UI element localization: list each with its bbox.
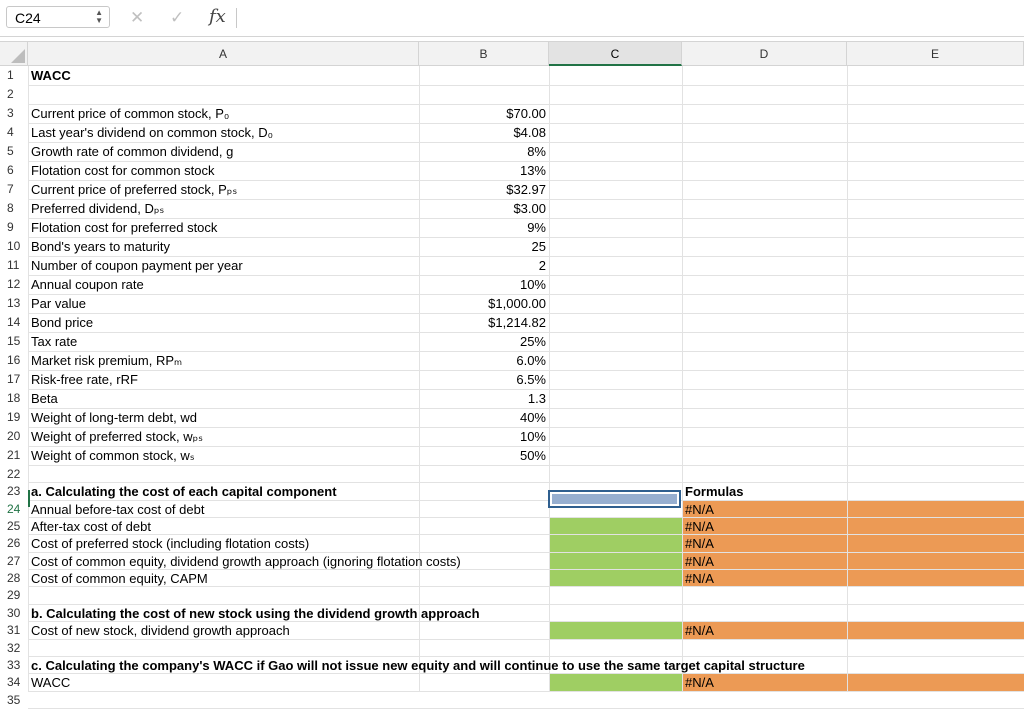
row-header-30[interactable]: 30 <box>7 605 21 620</box>
row-gridline <box>28 552 1024 553</box>
row-gridline <box>28 294 1024 295</box>
row-header-33[interactable]: 33 <box>7 657 21 672</box>
name-box[interactable] <box>6 6 110 28</box>
row-header-13[interactable]: 13 <box>7 296 21 310</box>
column-header-e[interactable]: E <box>847 42 1024 66</box>
cell-a13[interactable]: Par value <box>31 296 86 311</box>
row-header-35[interactable]: 35 <box>7 692 21 707</box>
input-cell-c34[interactable] <box>549 673 682 691</box>
select-all-corner[interactable] <box>0 42 28 66</box>
cell-a30[interactable]: b. Calculating the cost of new stock using the dividend growth approach <box>31 605 480 621</box>
cell-b17[interactable]: 6.5% <box>516 372 546 387</box>
row-gridline <box>28 332 1024 333</box>
cell-d26: #N/A <box>685 536 714 552</box>
row-gridline <box>28 237 1024 238</box>
cell-a17[interactable]: Risk-free rate, rRF <box>31 372 138 387</box>
row-gridline <box>28 104 1024 105</box>
cell-a4[interactable]: Last year's dividend on common stock, D₀ <box>31 125 273 140</box>
row-header-18[interactable]: 18 <box>7 391 21 405</box>
row-gridline <box>28 673 1024 674</box>
row-gridline <box>28 370 1024 371</box>
input-cell-c26[interactable] <box>549 534 682 552</box>
cell-a18[interactable]: Beta <box>31 391 58 406</box>
cell-a9[interactable]: Flotation cost for preferred stock <box>31 220 218 235</box>
row-header-1[interactable]: 1 <box>7 68 14 82</box>
row-gridline <box>28 604 1024 605</box>
cell-b5[interactable]: 8% <box>527 144 546 159</box>
row-gridline <box>28 351 1024 352</box>
row-header-22[interactable]: 22 <box>7 467 21 481</box>
row-header-31[interactable]: 31 <box>7 623 21 638</box>
cell-a5[interactable]: Growth rate of common dividend, g <box>31 144 234 159</box>
row-gridline <box>28 500 1024 501</box>
cell-b4[interactable]: $4.08 <box>513 125 546 140</box>
cell-d27: #N/A <box>685 553 714 569</box>
cell-a11[interactable]: Number of coupon payment per year <box>31 258 243 273</box>
row-gridline <box>28 389 1024 390</box>
cell-b8[interactable]: $3.00 <box>513 201 546 216</box>
cell-b6[interactable]: 13% <box>519 163 546 178</box>
cell-a7[interactable]: Current price of preferred stock, Pₚₛ <box>31 182 238 197</box>
row-gridline <box>28 123 1024 124</box>
column-header-d[interactable]: D <box>682 42 847 66</box>
cell-a25[interactable]: After-tax cost of debt <box>31 519 151 535</box>
row-header-14[interactable]: 14 <box>7 315 21 329</box>
row-header-17[interactable]: 17 <box>7 372 21 386</box>
row-gridline <box>28 517 1024 518</box>
cell-d23: Formulas <box>685 484 744 500</box>
row-gridline <box>28 275 1024 276</box>
row-header-12[interactable]: 12 <box>7 277 21 291</box>
cell-b15[interactable]: 25% <box>519 334 546 349</box>
row-gridline <box>28 313 1024 314</box>
row-header-25[interactable]: 25 <box>7 519 21 534</box>
cancel-icon[interactable]: ✕ <box>130 8 145 27</box>
row-gridline <box>28 569 1024 570</box>
row-gridline <box>28 199 1024 200</box>
row-header-19[interactable]: 19 <box>7 410 21 424</box>
row-gridline <box>28 85 1024 86</box>
row-header-24[interactable]: 24 <box>7 501 21 516</box>
row-gridline <box>28 639 1024 640</box>
row-gridline <box>28 142 1024 143</box>
row-header-5[interactable]: 5 <box>7 144 14 158</box>
row-24-selection-marker <box>28 490 30 507</box>
cell-d31: #N/A <box>685 623 714 639</box>
cell-a31[interactable]: Cost of new stock, dividend growth approach <box>31 623 290 639</box>
row-gridline <box>28 621 1024 622</box>
cell-a27[interactable]: Cost of common equity, dividend growth approach (ignoring flotation costs) <box>31 553 461 569</box>
cell-a33[interactable]: c. Calculating the company's WACC if Gao will not issue new equity and will continue to use the same target capital structure <box>31 657 805 673</box>
enter-check-icon[interactable]: ✓ <box>170 8 185 27</box>
row-header-21[interactable]: 21 <box>7 448 21 462</box>
row-gridline <box>28 586 1024 587</box>
cell-a23[interactable]: a. Calculating the cost of each capital component <box>31 484 337 500</box>
cell-a12[interactable]: Annual coupon rate <box>31 277 144 292</box>
cell-a16[interactable]: Market risk premium, RPₘ <box>31 353 183 368</box>
cell-b19[interactable]: 40% <box>519 410 546 425</box>
row-gridline <box>28 161 1024 162</box>
cell-d25: #N/A <box>685 519 714 535</box>
row-gridline <box>28 708 1024 709</box>
cell-b7[interactable]: $32.97 <box>506 182 546 197</box>
row-gridline <box>28 446 1024 447</box>
cell-b13[interactable]: $1,000.00 <box>488 296 546 311</box>
input-cell-c28[interactable] <box>549 569 682 587</box>
input-cell-c31[interactable] <box>549 621 682 639</box>
cell-a1[interactable]: WACC <box>31 68 71 83</box>
row-header-7[interactable]: 7 <box>7 182 14 196</box>
row-header-3[interactable]: 3 <box>7 106 14 120</box>
column-header-b[interactable]: B <box>419 42 549 66</box>
cell-a19[interactable]: Weight of long-term debt, wd <box>31 410 197 425</box>
cell-d24: #N/A <box>685 501 714 517</box>
row-gridline <box>28 218 1024 219</box>
cell-a14[interactable]: Bond price <box>31 315 94 330</box>
column-gridline <box>847 66 848 692</box>
cell-d34: #N/A <box>685 675 714 691</box>
row-gridline <box>28 656 1024 657</box>
cell-a28[interactable]: Cost of common equity, CAPM <box>31 571 208 587</box>
row-header-27[interactable]: 27 <box>7 553 21 568</box>
cell-a10[interactable]: Bond's years to maturity <box>31 239 171 254</box>
select-all-icon <box>11 49 25 63</box>
formula-cell-d26 <box>682 534 1024 552</box>
cell-a34[interactable]: WACC <box>31 675 71 691</box>
cell-a6[interactable]: Flotation cost for common stock <box>31 163 215 178</box>
row-header-16[interactable]: 16 <box>7 353 21 367</box>
column-header-c[interactable]: C <box>549 42 682 66</box>
formula-cell-d25 <box>682 517 1024 535</box>
name-box-stepper-icon[interactable]: ▲ ▼ <box>95 8 103 25</box>
cell-a15[interactable]: Tax rate <box>31 334 78 349</box>
row-header-4[interactable]: 4 <box>7 125 14 139</box>
row-gridline <box>28 482 1024 483</box>
cell-b11[interactable]: 2 <box>538 258 546 273</box>
column-gridline <box>28 66 29 692</box>
column-gridline <box>682 66 683 692</box>
row-header-9[interactable]: 9 <box>7 220 14 234</box>
cell-reference: C24 <box>15 10 41 26</box>
insert-function-icon[interactable]: fx <box>209 6 226 27</box>
cell-d28: #N/A <box>685 571 714 587</box>
formula-cell-d27 <box>682 552 1024 570</box>
formula-cell-d28 <box>682 569 1024 587</box>
row-header-20[interactable]: 20 <box>7 429 21 443</box>
formula-bar <box>0 0 1024 37</box>
row-header-29[interactable]: 29 <box>7 588 21 603</box>
cell-b3[interactable]: $70.00 <box>506 106 546 121</box>
row-gridline <box>28 534 1024 535</box>
cell-b9[interactable]: 9% <box>527 220 546 235</box>
formula-cell-d34 <box>682 673 1024 691</box>
cell-b14[interactable]: $1,214.82 <box>488 315 546 330</box>
row-header-11[interactable]: 11 <box>7 258 20 272</box>
cell-b12[interactable]: 10% <box>519 277 546 292</box>
cell-b20[interactable]: 10% <box>519 429 546 444</box>
row-header-10[interactable]: 10 <box>7 239 21 253</box>
row-header-8[interactable]: 8 <box>7 201 14 215</box>
row-gridline <box>28 180 1024 181</box>
formula-bar-separator <box>236 8 237 28</box>
row-header-28[interactable]: 28 <box>7 571 21 586</box>
row-header-23[interactable]: 23 <box>7 484 21 499</box>
cell-b10[interactable]: 25 <box>531 239 546 254</box>
cell-b18[interactable]: 1.3 <box>527 391 546 406</box>
row-header-6[interactable]: 6 <box>7 163 14 177</box>
input-cell-c27[interactable] <box>549 552 682 570</box>
cell-a26[interactable]: Cost of preferred stock (including flotation costs) <box>31 536 310 552</box>
cell-a8[interactable]: Preferred dividend, Dₚₛ <box>31 201 165 216</box>
column-header-a[interactable]: A <box>28 42 419 66</box>
active-cell-c24[interactable] <box>548 490 681 508</box>
row-header-32[interactable]: 32 <box>7 640 21 655</box>
row-header-26[interactable]: 26 <box>7 536 21 551</box>
row-gridline <box>28 465 1024 466</box>
row-header-15[interactable]: 15 <box>7 334 21 348</box>
cell-b21[interactable]: 50% <box>519 448 546 463</box>
active-cell-fill <box>552 494 677 504</box>
cell-b16[interactable]: 6.0% <box>516 353 546 368</box>
row-gridline <box>28 691 1024 692</box>
formula-cell-d24 <box>682 500 1024 518</box>
row-gridline <box>28 427 1024 428</box>
row-header-34[interactable]: 34 <box>7 675 21 690</box>
cell-a3[interactable]: Current price of common stock, P₀ <box>31 106 230 121</box>
row-header-2[interactable]: 2 <box>7 87 14 101</box>
cell-a21[interactable]: Weight of common stock, wₛ <box>31 448 195 463</box>
row-gridline <box>28 408 1024 409</box>
formula-input[interactable] <box>244 9 1014 27</box>
cell-a24[interactable]: Annual before-tax cost of debt <box>31 501 205 517</box>
formula-cell-d31 <box>682 621 1024 639</box>
cell-a20[interactable]: Weight of preferred stock, wₚₛ <box>31 429 204 444</box>
input-cell-c25[interactable] <box>549 517 682 535</box>
column-gridline <box>549 66 550 692</box>
row-gridline <box>28 256 1024 257</box>
